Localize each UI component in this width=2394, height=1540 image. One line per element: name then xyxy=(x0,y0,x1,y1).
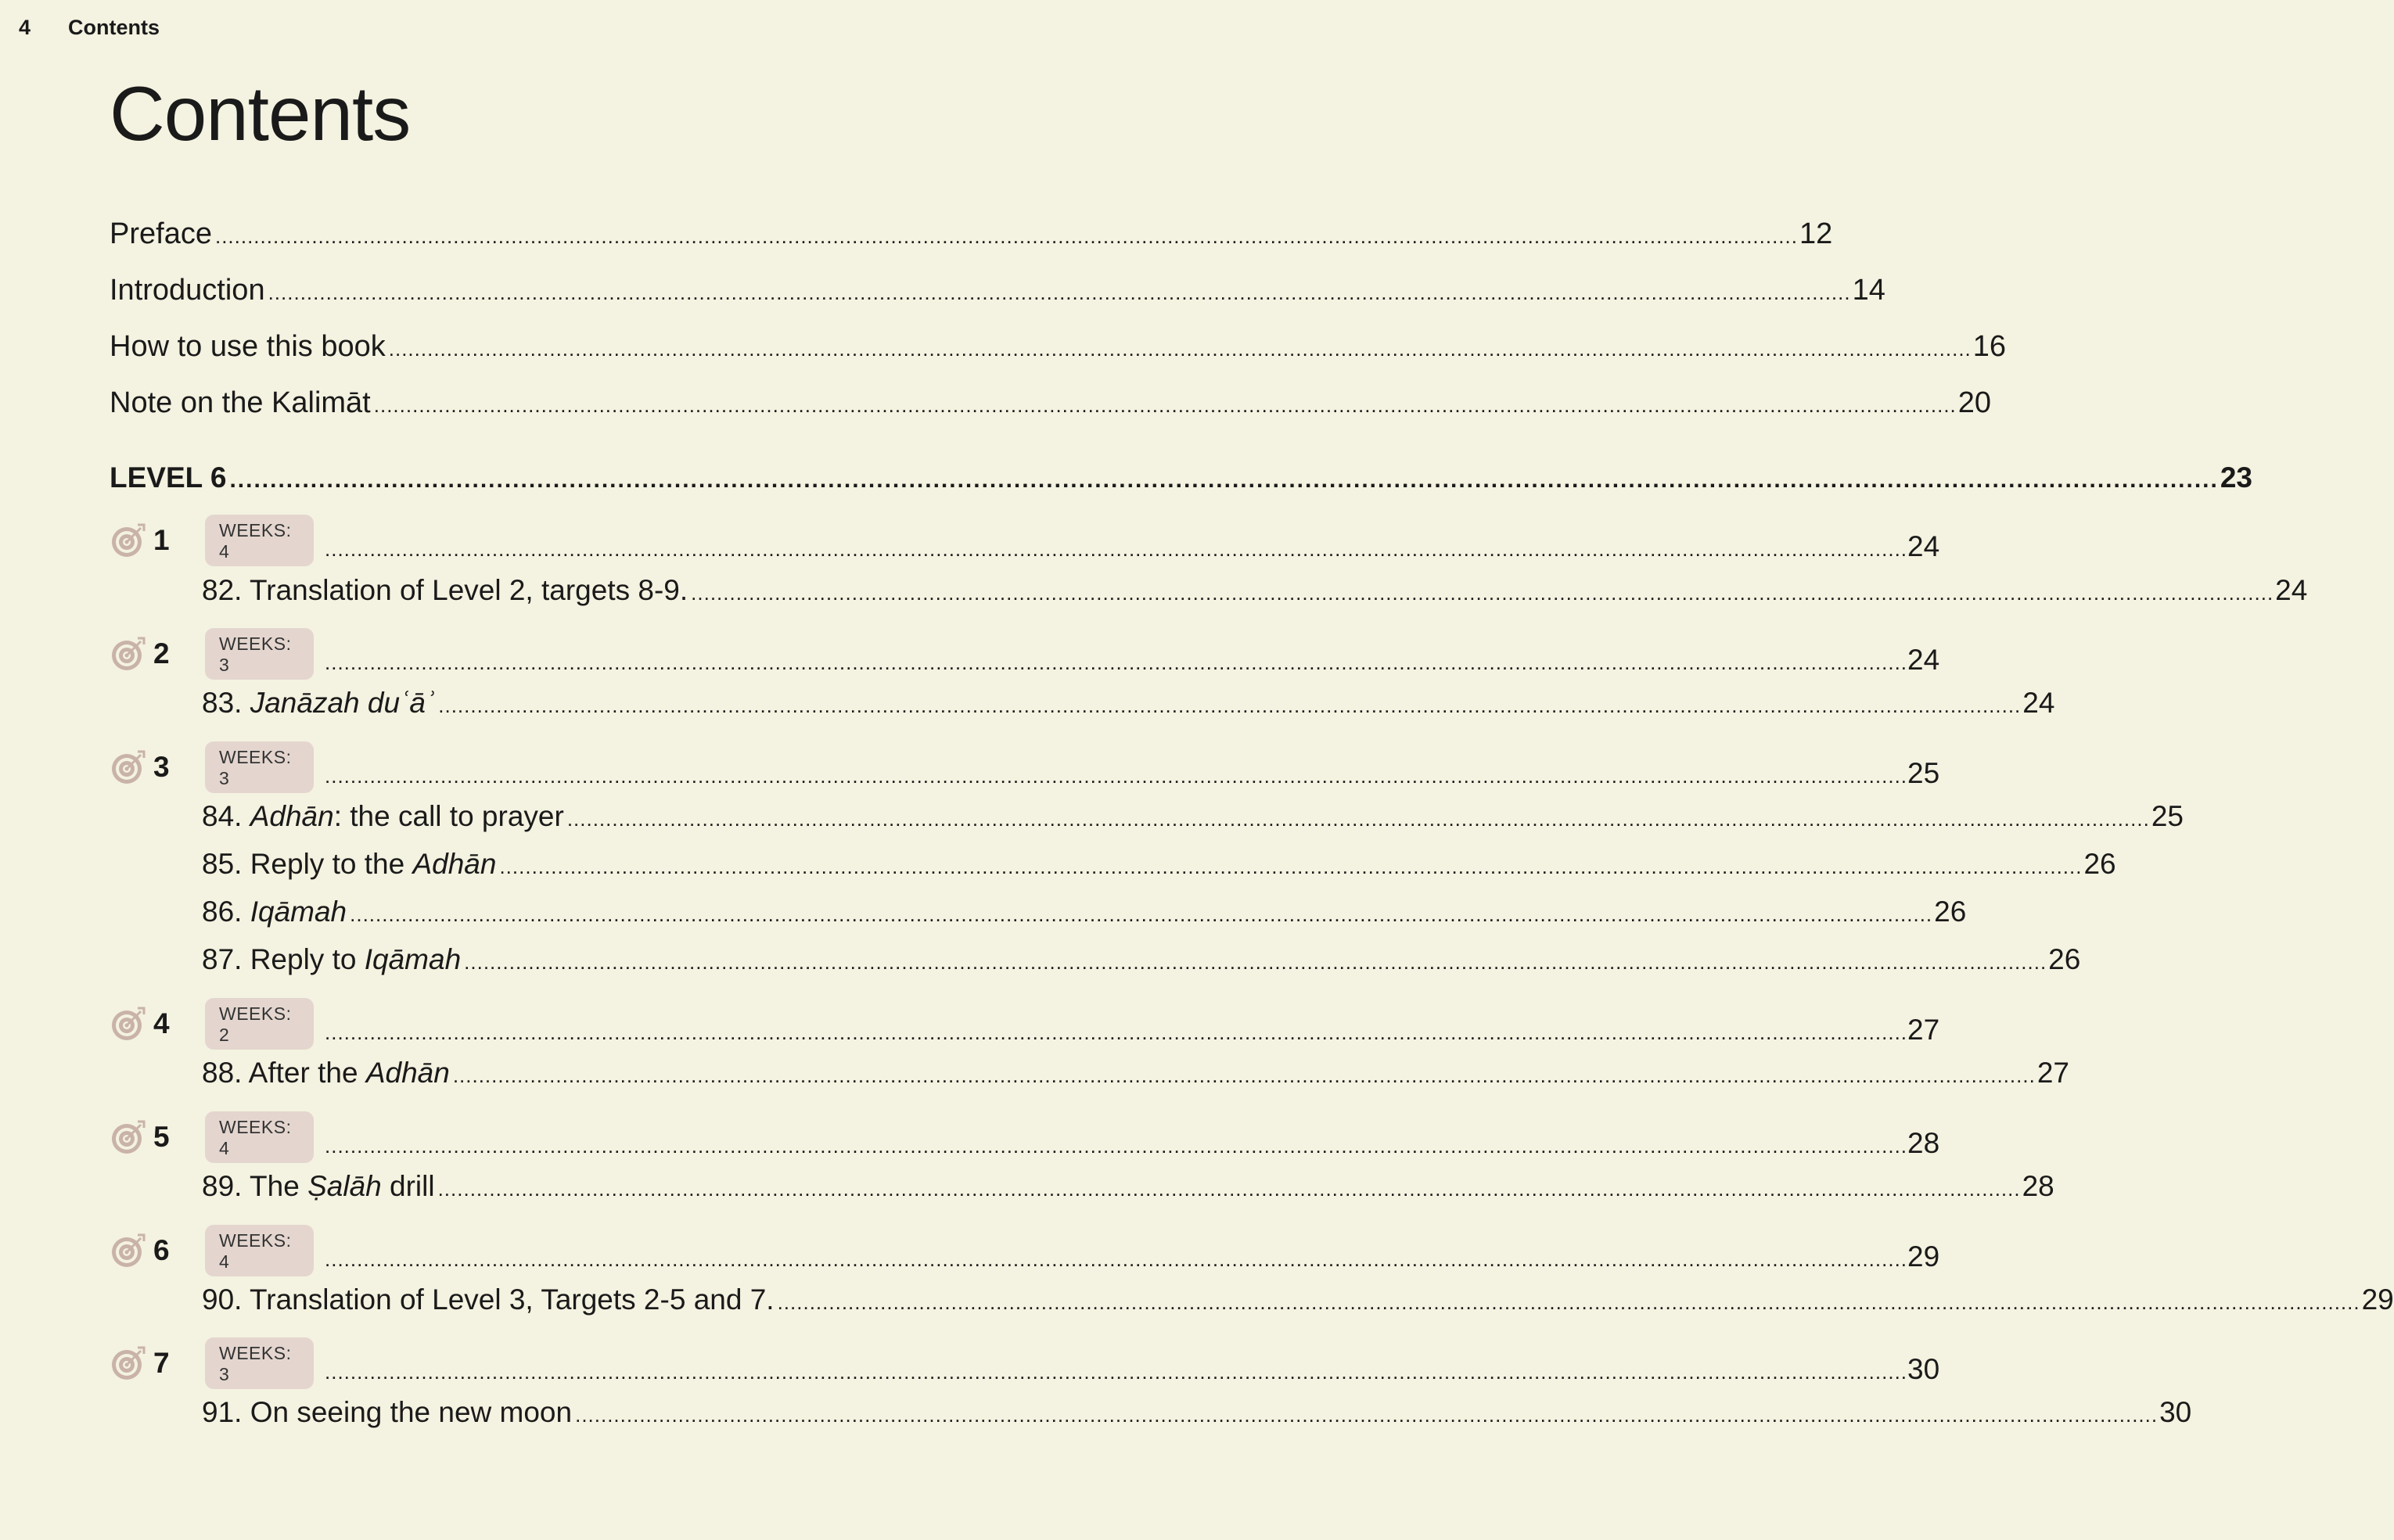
toc-item-label xyxy=(202,1172,438,1201)
toc-entry-label: Introduction xyxy=(110,274,265,307)
dot-leader xyxy=(325,537,1907,562)
dot-leader xyxy=(325,1360,1907,1384)
dot-leader xyxy=(374,395,1957,415)
toc-item-text: 89. The xyxy=(202,1170,308,1202)
running-head xyxy=(19,16,160,40)
toc-item-italic-term: Adhān xyxy=(412,848,497,880)
weeks-badge: WEEKS: 4 xyxy=(205,515,314,566)
toc-item-italic-term: Adhān xyxy=(250,800,334,832)
toc-item-text-suffix: : the call to prayer xyxy=(333,800,564,832)
toc-item-text: 82. Translation of Level 2, targets 8-9. xyxy=(202,574,688,606)
toc-item-label xyxy=(202,1398,575,1427)
weeks-badge: WEEKS: 2 xyxy=(205,998,314,1050)
target-page: 24 xyxy=(1907,644,1940,676)
toc-item-text: 84. xyxy=(202,800,250,832)
target-page: 29 xyxy=(1907,1240,1940,1273)
toc-entry-label: Note on the Kalimāt xyxy=(110,386,371,419)
target-leader xyxy=(325,644,1939,677)
target-number: 2 xyxy=(153,637,170,669)
target-number: 5 xyxy=(153,1121,170,1153)
weeks-badge: WEEKS: 3 xyxy=(205,628,314,680)
toc-item-text-suffix: drill xyxy=(381,1170,435,1202)
toc-item-page: 24 xyxy=(2022,687,2055,719)
toc-item[interactable] xyxy=(202,1396,2192,1428)
toc-level-heading[interactable] xyxy=(110,461,2252,494)
toc-entry-page: 20 xyxy=(1957,386,1992,419)
target-icon xyxy=(110,748,147,786)
dot-leader xyxy=(229,468,2218,492)
dot-leader xyxy=(350,904,1932,924)
toc-item-text: 86. xyxy=(202,896,250,928)
target-leader xyxy=(325,757,1939,790)
target-row-3[interactable] xyxy=(110,747,1940,789)
target-row-4[interactable] xyxy=(110,1003,1940,1046)
dot-leader xyxy=(567,809,2150,829)
toc-item-label xyxy=(202,1285,778,1314)
target-number: 3 xyxy=(153,751,170,783)
dot-leader xyxy=(215,226,1798,246)
toc-item-text: 85. Reply to the xyxy=(202,848,413,880)
target-icon xyxy=(110,1232,147,1269)
toc-entry-label: Preface xyxy=(110,217,212,250)
toc-item[interactable] xyxy=(202,943,2081,975)
dot-leader xyxy=(575,1405,2158,1425)
target-number: 4 xyxy=(153,1007,170,1039)
weeks-badge: WEEKS: 4 xyxy=(205,1225,314,1276)
toc-item-page: 29 xyxy=(2361,1283,2394,1316)
target-page: 24 xyxy=(1907,530,1940,562)
dot-leader xyxy=(453,1065,2036,1086)
toc-level-page: 23 xyxy=(2220,461,2252,494)
toc-item-text: 91. On seeing the new moon xyxy=(202,1396,573,1428)
toc-entry-page: 12 xyxy=(1799,217,1833,250)
toc-item-label xyxy=(202,576,691,605)
dot-leader xyxy=(325,1134,1907,1158)
target-page: 27 xyxy=(1907,1014,1940,1046)
dot-leader xyxy=(325,1247,1907,1272)
toc-item-text: 87. Reply to xyxy=(202,943,365,975)
toc-item[interactable] xyxy=(202,1283,2394,1316)
toc-item-label xyxy=(202,945,464,974)
target-row-7[interactable] xyxy=(110,1343,1940,1385)
toc-item-page: 25 xyxy=(2151,800,2184,832)
dot-leader xyxy=(778,1292,2360,1312)
toc-entry-note-kalimat[interactable] xyxy=(110,386,1992,419)
toc-item-label xyxy=(202,1058,453,1087)
toc-item-label xyxy=(202,688,438,717)
dot-leader xyxy=(438,695,2021,716)
target-number: 6 xyxy=(153,1234,170,1266)
target-leader xyxy=(325,1014,1939,1046)
weeks-badge: WEEKS: 4 xyxy=(205,1111,314,1163)
target-row-6[interactable] xyxy=(110,1230,1940,1273)
toc-item[interactable] xyxy=(202,574,2308,606)
toc-item-page: 26 xyxy=(1934,896,1967,928)
target-row-2[interactable] xyxy=(110,634,1940,676)
target-leader xyxy=(325,1353,1939,1386)
toc-level-label: LEVEL 6 xyxy=(110,461,227,494)
toc-item-text: 90. Translation of Level 3, Targets 2-5 and 7. xyxy=(202,1283,775,1316)
toc-item-label xyxy=(202,897,350,926)
target-number: 7 xyxy=(153,1347,170,1379)
dot-leader xyxy=(325,651,1907,675)
target-leader xyxy=(325,1127,1939,1160)
toc-item-italic-term: Adhān xyxy=(365,1057,450,1089)
toc-item-italic-term: Janāzah duʿāʾ xyxy=(250,687,436,719)
toc-entry-label: How to use this book xyxy=(110,330,386,363)
toc-item[interactable] xyxy=(202,800,2184,832)
target-icon xyxy=(110,522,147,559)
running-head-section: Contents xyxy=(68,16,160,39)
toc-entry-introduction[interactable] xyxy=(110,274,1885,307)
toc-item-page: 26 xyxy=(2083,848,2116,880)
dot-leader xyxy=(389,339,1972,359)
target-page: 25 xyxy=(1907,757,1940,789)
target-row-1[interactable] xyxy=(110,520,1940,562)
target-icon xyxy=(110,1344,147,1382)
toc-entry-how-to-use[interactable] xyxy=(110,330,2007,363)
target-leader xyxy=(325,530,1939,563)
dot-leader xyxy=(691,583,2274,603)
toc-item-italic-term: Iqāmah xyxy=(364,943,462,975)
toc-item-page: 30 xyxy=(2159,1396,2192,1428)
toc-item-text: 88. After the xyxy=(202,1057,366,1089)
toc-item-page: 27 xyxy=(2036,1057,2069,1089)
dot-leader xyxy=(325,1021,1907,1045)
running-head-page-number: 4 xyxy=(19,16,31,39)
toc-entry-preface[interactable] xyxy=(110,217,1833,250)
toc-item-italic-term: Ṣalāh xyxy=(307,1170,382,1202)
weeks-badge: WEEKS: 3 xyxy=(205,1337,314,1389)
toc-item-page: 26 xyxy=(2048,943,2081,975)
target-page: 28 xyxy=(1907,1127,1940,1159)
target-icon xyxy=(110,1005,147,1043)
toc-item-italic-term: Iqāmah xyxy=(250,896,347,928)
target-icon xyxy=(110,1118,147,1156)
toc-entry-page: 16 xyxy=(1972,330,2007,363)
target-leader xyxy=(325,1240,1939,1273)
toc-item[interactable] xyxy=(202,1170,2054,1202)
dot-leader xyxy=(499,856,2082,877)
toc-item-page: 28 xyxy=(2022,1170,2054,1202)
toc-item-page: 24 xyxy=(2275,574,2308,606)
weeks-badge: WEEKS: 3 xyxy=(205,741,314,793)
page-title: Contents xyxy=(110,70,411,156)
toc-entry-page: 14 xyxy=(1852,274,1885,307)
dot-leader xyxy=(438,1179,2021,1199)
toc-item-label xyxy=(202,802,567,831)
toc-item-text: 83. xyxy=(202,687,250,719)
toc-item[interactable] xyxy=(202,848,2116,880)
toc-item[interactable] xyxy=(202,1057,2069,1089)
dot-leader xyxy=(325,764,1907,788)
target-icon xyxy=(110,635,147,673)
target-row-5[interactable] xyxy=(110,1117,1940,1159)
target-number: 1 xyxy=(153,524,170,556)
toc-item[interactable] xyxy=(202,896,1967,928)
toc-item-label xyxy=(202,849,499,878)
target-page: 30 xyxy=(1907,1353,1940,1385)
dot-leader xyxy=(268,282,1851,303)
toc-item[interactable] xyxy=(202,687,2055,719)
dot-leader xyxy=(464,952,2047,972)
